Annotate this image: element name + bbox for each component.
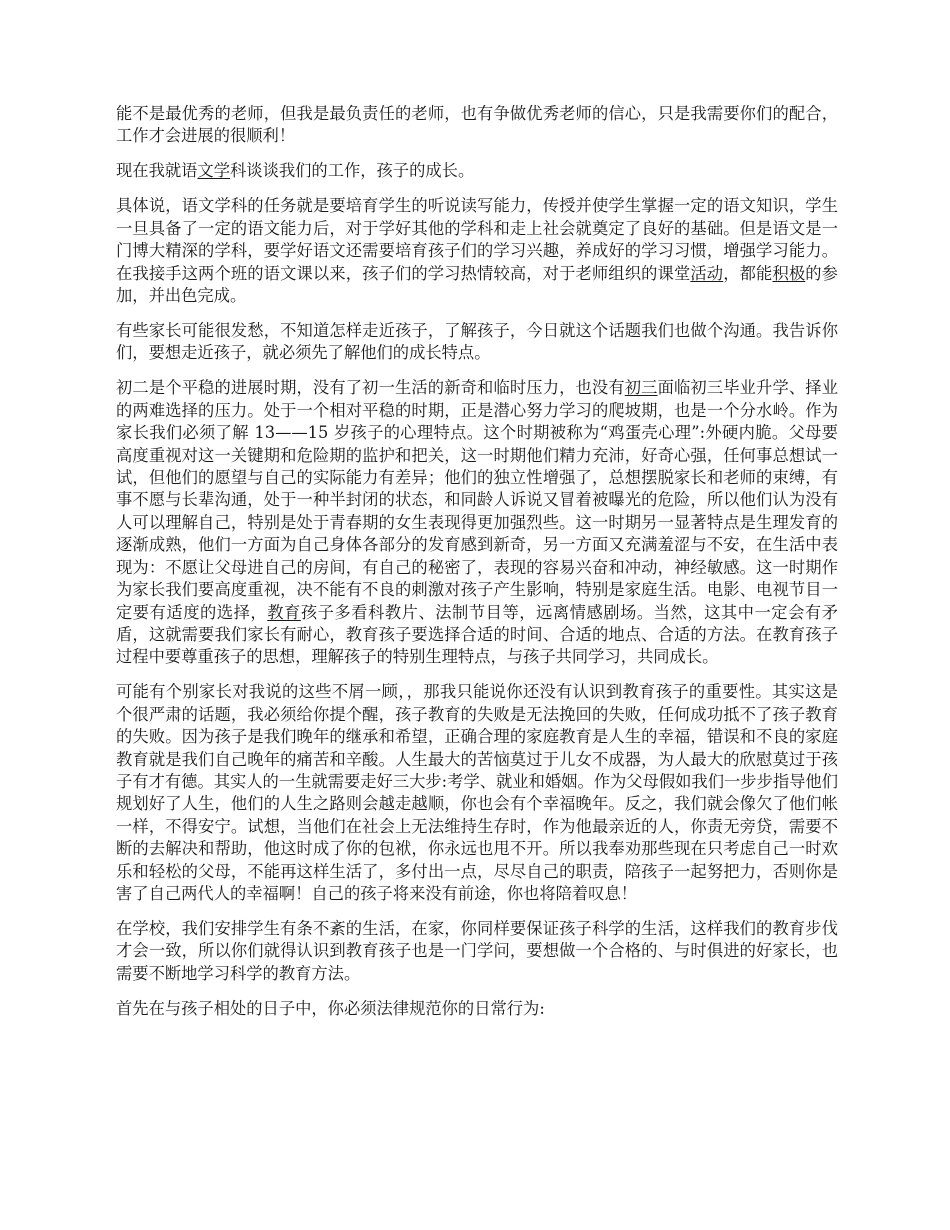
paragraph-text: 在学校，我们安排学生有条不紊的生活，在家，你同样要保证孩子科学的生活，这样我们的教育步伐才会一致，所以你们就得认识到教育孩子也是一门学问，要想做一个合格的、与时俱进的好家长，也需要不断地学习科学的教育方法。 <box>116 918 838 983</box>
paragraph-text: 的参加，并出色完成。 <box>116 263 838 306</box>
paragraph <box>116 998 838 1020</box>
inline-link[interactable]: 积极 <box>772 263 806 283</box>
inline-link[interactable]: 初三 <box>624 378 658 398</box>
paragraph <box>116 918 838 985</box>
paragraph <box>116 320 838 365</box>
paragraph-text: 现在我就语 <box>116 161 198 181</box>
paragraph-text: 有些家长可能很发愁，不知道怎样走近孩子，了解孩子，今日就这个话题我们也做个沟通。我告诉你们，要想走近孩子，就必须先了解他们的成长特点。 <box>116 321 838 363</box>
paragraph <box>116 681 838 905</box>
paragraph <box>116 160 838 182</box>
inline-link[interactable]: 教育 <box>267 602 301 622</box>
paragraph-text: 面临初三毕业升学、择业的两难选择的压力。处于一个相对平稳的时期，正是潜心努力学习的爬坡期，也是一个分水岭。作为家长我们必须了解 13——15 岁孩子的心理特点。这个时期被称为“鸡蛋壳心理”:外硬内脆。父母要高度重视对这一关键期和危险期的监护和把关，这一时期他们精力充沛，好奇心强，任何事总想试一试，但他们的愿望与自己的实际能力有差异；他们的独立性增强了，总想摆脱家长和老师的束缚，有事不愿与长辈沟通，处于一种半封闭的状态，和同龄人诉说又冒着被曝光的危险，所以他们认为没有人可以理解自己，特别是处于青春期的女生表现得更加强烈些。这一时期另一显著特点是生理发育的逐渐成熟，他们一方面为自己身体各部分的发育感到新奇，另一方面又充满羞涩与不安，在生活中表现为：不愿让父母进自己的房间，有自己的秘密了，表现的容易兴奋和冲动，神经敏感。这一时期作为家长我们要高度重视，决不能有不良的刺激对孩子产生影响，特别是家庭生活。电影、电视节目一定要有适度的选择， <box>116 378 838 622</box>
paragraph-text: 具体说，语文学科的任务就是要培育学生的听说读写能力，传授并使学生掌握一定的语文知识，学生一旦具备了一定的语文能力后，对于学好其他的学科和走上社会就奠定了良好的基础。但是语文是一门博大精深的学科，要学好语文还需要培育孩子们的学习兴趣，养成好的学习习惯，增强学习能力。在我接手这两个班的语文课以来，孩子们的学习热情较高，对于老师组织的课堂 <box>116 196 838 283</box>
paragraph-text: 首先在与孩子相处的日子中，你必须法律规范你的日常行为: <box>116 998 545 1018</box>
paragraph-text: 可能有个别家长对我说的这些不屑一顾，，那我只能说你还没有认识到教育孩子的重要性。其实这是个很严肃的话题，我必须给你提个醒，孩子教育的失败是无法挽回的失败，任何成功抵不了孩子教育的失败。因为孩子是我们晚年的继承和希望，正确合理的家庭教育是人生的幸福，错误和不良的家庭教育就是我们自己晚年的痛苦和辛酸。人生最大的苦恼莫过于儿女不成器，为人最大的欣慰莫过于孩子有才有德。其实人的一生就需要走好三大步:考学、就业和婚姻。作为父母假如我们一步步指导他们规划好了人生，他们的人生之路则会越走越顺，你也会有个幸福晚年。反之，我们就会像欠了他们帐一样，不得安宁。试想，当他们在社会上无法维持生存时，作为他最亲近的人，你责无旁贷，需要不断的去解决和帮助，他这时成了你的包袱，你永远也甩不开。所以我奉劝那些现在只考虑自己一时欢乐和轻松的父母，不能再这样生活了，多付出一点，尽尽自己的职责，陪孩子一起努把力，否则你是害了自己两代人的幸福啊！自己的孩子将来没有前途，你也将陪着叹息！ <box>116 682 838 903</box>
paragraph-text: 孩子多看科教片、法制节目等，远离情感剧场。当然，这其中一定会有矛盾，这就需要我们家长有耐心，教育孩子要选择合适的时间、合适的地点、合适的方法。在教育孩子过程中要尊重孩子的思想，理解孩子的特别生理特点，与孩子共同学习，共同成长。 <box>116 602 838 667</box>
paragraph <box>116 195 838 307</box>
paragraph-text: 科谈谈我们的工作，孩子的成长。 <box>230 161 475 181</box>
paragraph-text: 初二是个平稳的进展时期，没有了初一生活的新奇和临时压力，也没有 <box>116 378 625 398</box>
paragraph-text: 能不是最优秀的老师，但我是最负责任的老师，也有争做优秀老师的信心，只是我需要你们的配合，工作才会进展的很顺利！ <box>116 104 838 146</box>
paragraph-text: ，都能 <box>723 263 773 283</box>
paragraph <box>116 377 838 668</box>
document-body <box>116 103 838 1020</box>
inline-link[interactable]: 文学 <box>197 161 230 181</box>
inline-link[interactable]: 活动 <box>690 263 724 283</box>
paragraph <box>116 103 838 148</box>
